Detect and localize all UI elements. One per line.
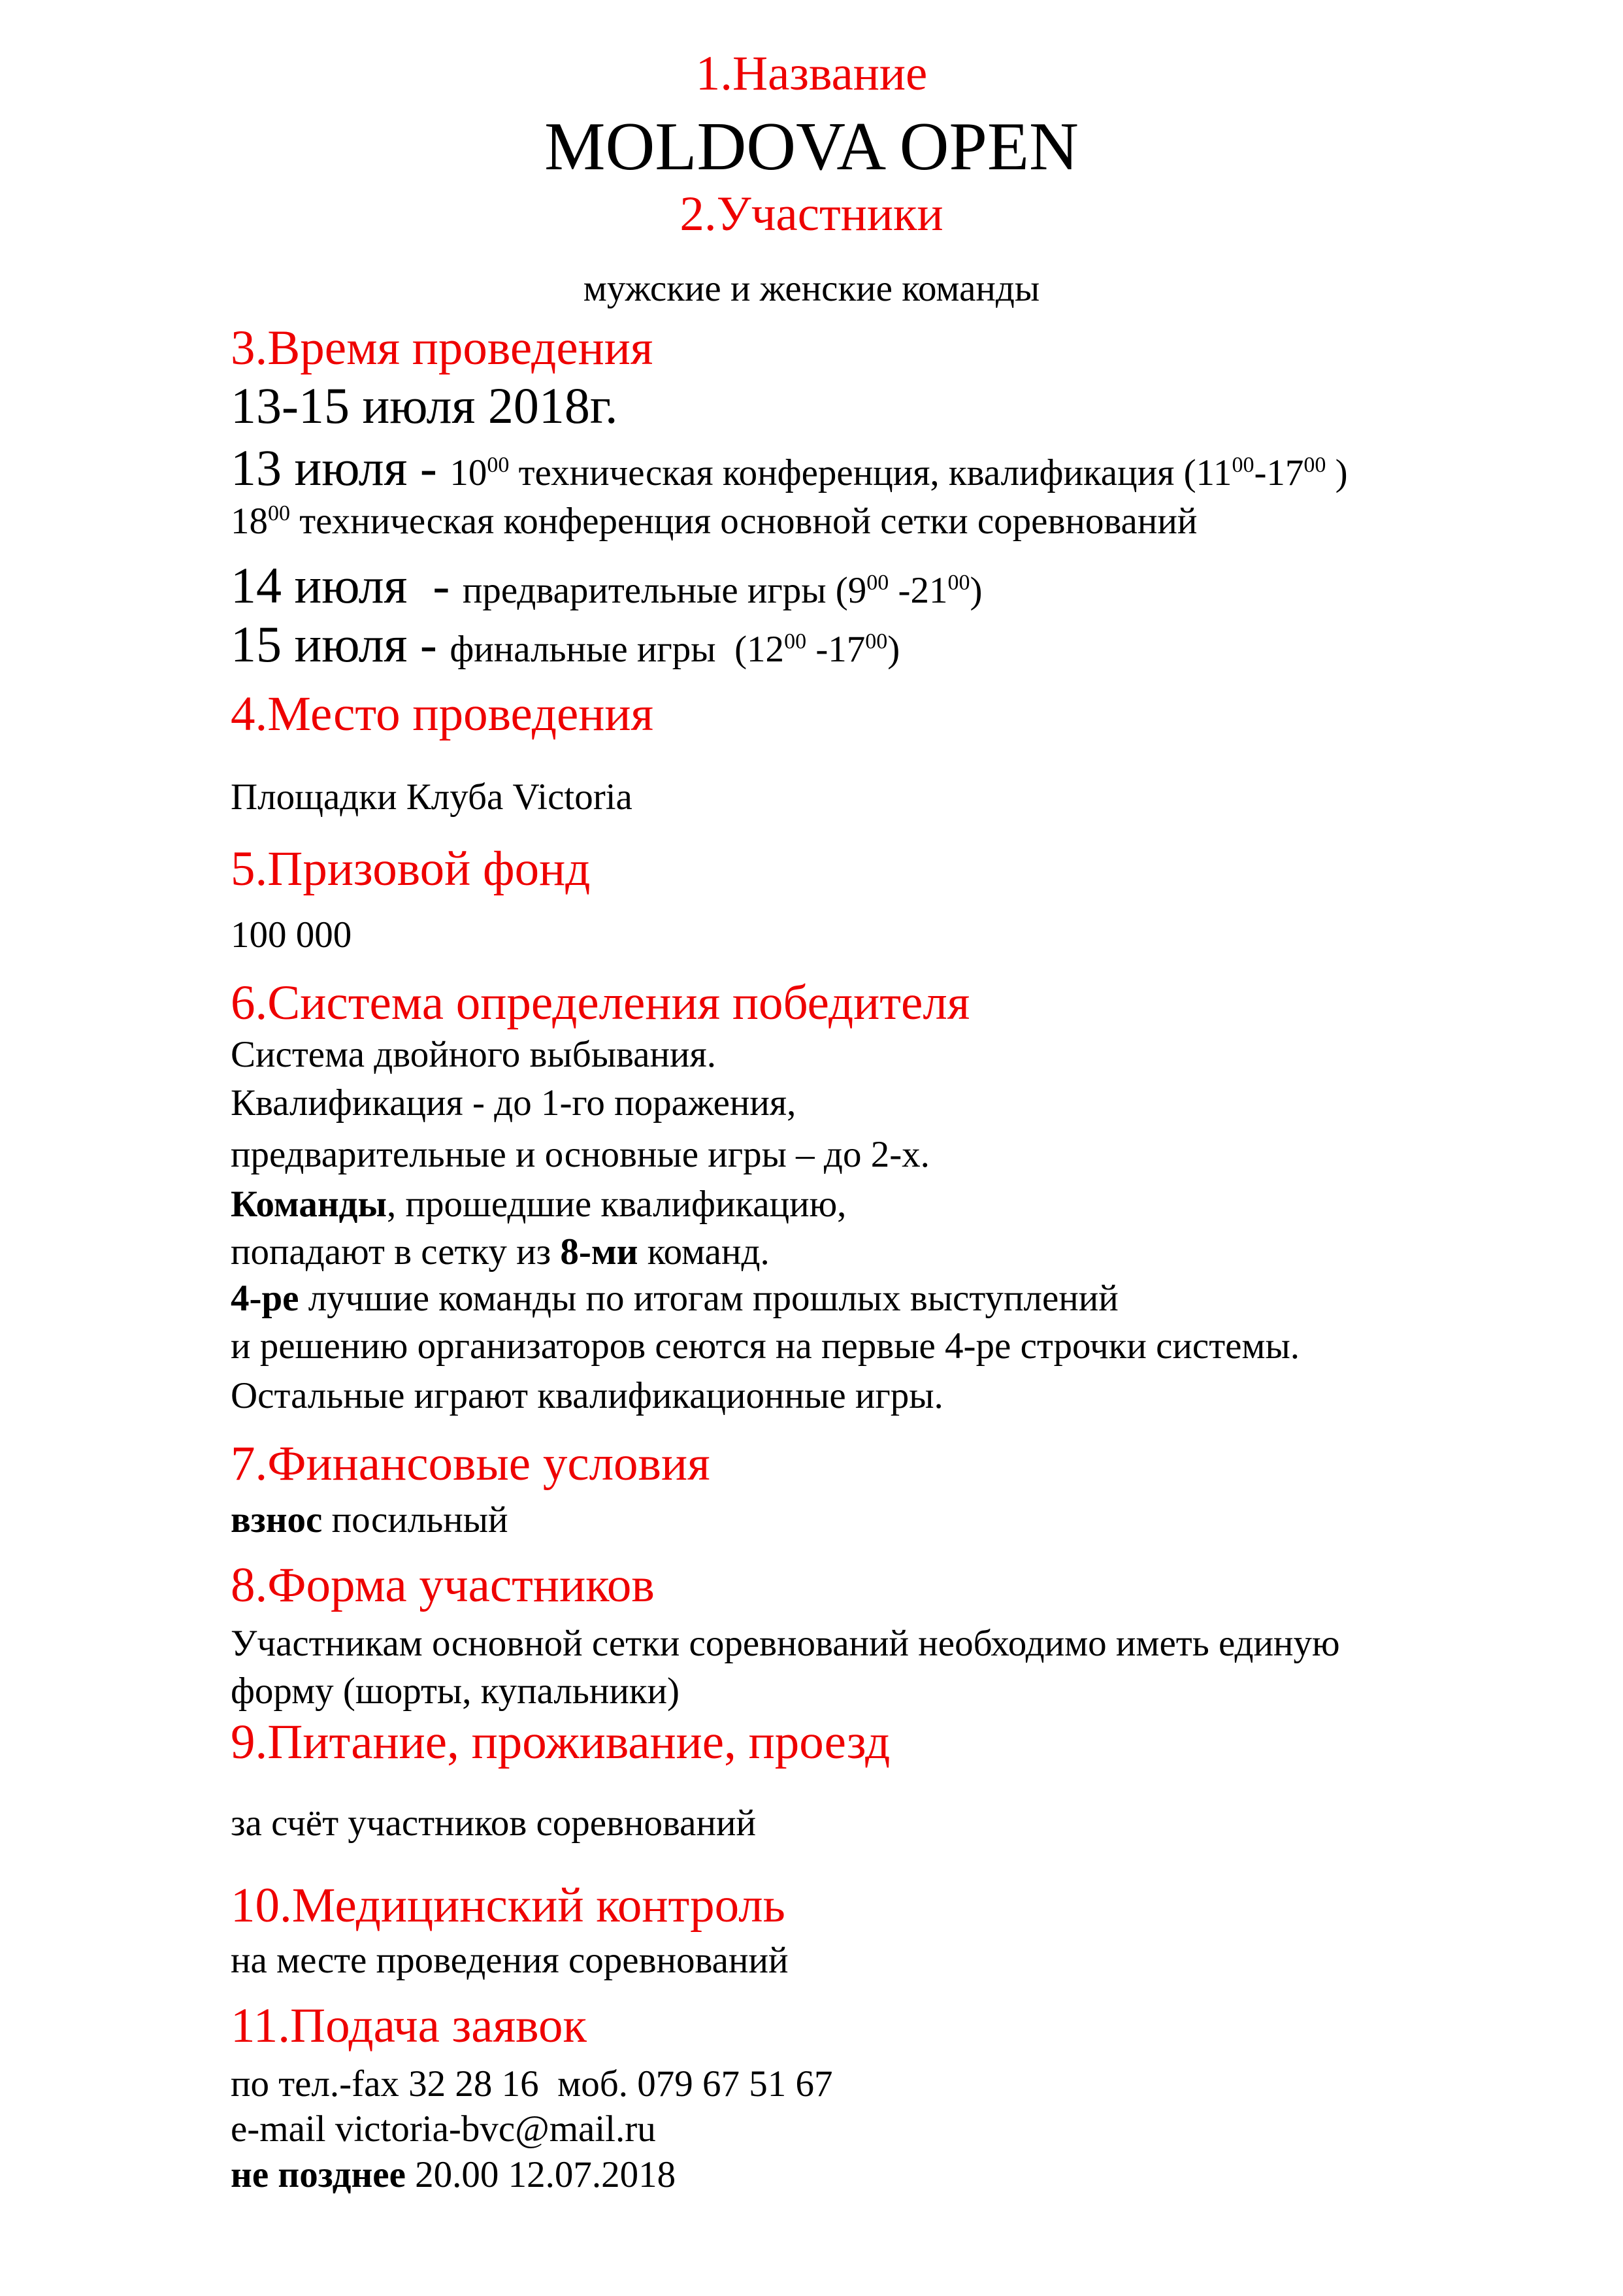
section-5-heading: 5.Призовой фонд xyxy=(231,842,591,897)
system-text: лучшие команды по итогам прошлых выступлений xyxy=(299,1277,1119,1319)
schedule-text: ) xyxy=(1326,452,1348,493)
email-text: e-mail victoria-bvc@mail.ru xyxy=(231,2108,656,2150)
bold-text: 4-ре xyxy=(231,1277,299,1319)
schedule-text: ) xyxy=(970,569,983,611)
schedule-text: -21 xyxy=(889,569,948,611)
system-text: , прошедшие квалификацию, xyxy=(387,1183,847,1225)
schedule-july-13 xyxy=(231,439,1623,497)
schedule-text: 18 xyxy=(231,501,268,542)
system-line-6 xyxy=(231,1277,1623,1320)
section-1-heading: 1.Название xyxy=(695,46,928,101)
section-11-heading: 11.Подача заявок xyxy=(231,1999,587,2054)
schedule-day-prefix: 13 июля - xyxy=(231,439,450,496)
fee-text xyxy=(231,1499,1623,1542)
superscript: 00 xyxy=(784,629,807,654)
schedule-text: предварительные игры (9 xyxy=(462,569,867,611)
superscript: 00 xyxy=(865,629,888,654)
section-2-heading: 2.Участники xyxy=(680,187,943,241)
system-line-3: предварительные и основные игры – до 2-х. xyxy=(231,1134,930,1176)
schedule-july-15 xyxy=(231,615,1623,674)
superscript: 00 xyxy=(1303,452,1326,477)
system-text: попадают в сетку из xyxy=(231,1231,561,1273)
schedule-day-prefix: 15 июля - xyxy=(231,615,450,673)
section-10-heading: 10.Медицинский контроль xyxy=(231,1878,785,1933)
section-9-heading: 9.Питание, проживание, проезд xyxy=(231,1714,891,1769)
superscript: 00 xyxy=(947,570,970,595)
bold-text: не позднее xyxy=(231,2154,406,2195)
schedule-text: ) xyxy=(887,628,900,670)
system-line-5 xyxy=(231,1231,1623,1274)
system-line-4 xyxy=(231,1183,1623,1226)
phone-text: по тел.-fax 32 28 16 моб. 079 67 51 67 xyxy=(231,2063,833,2105)
schedule-text: -17 xyxy=(806,628,866,670)
tournament-title: MOLDOVA OPEN xyxy=(544,108,1079,185)
system-line-8: Остальные играют квалификационные игры. xyxy=(231,1375,943,1417)
deadline-rest-text: 20.00 12.07.2018 xyxy=(405,2154,676,2195)
bold-text: взнос xyxy=(231,1499,323,1540)
schedule-text: техническая конференция, квалификация (11 xyxy=(509,452,1232,493)
schedule-july-14 xyxy=(231,556,1623,615)
schedule-text: финальные игры (12 xyxy=(450,628,785,670)
schedule-conference-18 xyxy=(231,500,1623,543)
schedule-day-prefix: 14 июля - xyxy=(231,556,463,614)
bold-text: Команды xyxy=(231,1183,387,1225)
schedule-text: 10 xyxy=(450,452,487,493)
bold-text: 8-ми xyxy=(560,1231,638,1273)
expenses-text: за счёт участников соревнований xyxy=(231,1802,756,1844)
deadline-text xyxy=(231,2154,1623,2197)
system-text: команд. xyxy=(638,1231,770,1273)
section-4-heading: 4.Место проведения xyxy=(231,687,654,742)
uniform-line-1: Участникам основной сетки соревнований необходимо иметь единую xyxy=(231,1622,1340,1664)
section-8-heading: 8.Форма участников xyxy=(231,1558,655,1613)
section-6-heading: 6.Система определения победителя xyxy=(231,975,970,1030)
participants-text: мужские и женские команды xyxy=(583,268,1040,310)
fee-rest-text: посильный xyxy=(322,1499,508,1540)
section-3-heading: 3.Время проведения xyxy=(231,320,653,375)
section-7-heading: 7.Финансовые условия xyxy=(231,1436,710,1491)
superscript: 00 xyxy=(1232,452,1254,477)
schedule-text: -17 xyxy=(1254,452,1304,493)
uniform-line-2: форму (шорты, купальники) xyxy=(231,1671,680,1712)
superscript: 00 xyxy=(866,570,889,595)
superscript: 00 xyxy=(487,452,510,477)
prize-fund-text: 100 000 xyxy=(231,914,352,956)
system-line-2: Квалификация - до 1-го поражения, xyxy=(231,1082,796,1123)
venue-text: Площадки Клуба Victoria xyxy=(231,776,632,818)
date-range-text: 13-15 июля 2018г. xyxy=(231,377,618,435)
schedule-text: техническая конференция основной сетки соревнований xyxy=(290,501,1198,542)
system-line-1: Система двойного выбывания. xyxy=(231,1034,716,1076)
medical-text: на месте проведения соревнований xyxy=(231,1939,789,1981)
superscript: 00 xyxy=(268,501,290,526)
system-line-7: и решению организаторов сеются на первые 4-ре строчки системы. xyxy=(231,1325,1300,1367)
